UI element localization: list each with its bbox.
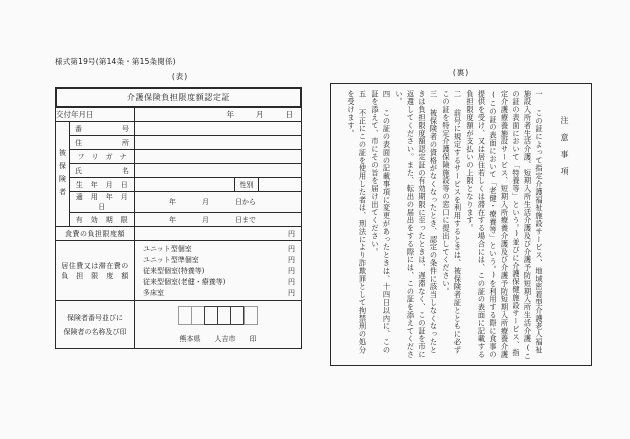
room-name-unit-semi-private: ユニット型準個室 [143, 255, 199, 264]
room-name-unit-private: ユニット型個室 [143, 244, 192, 253]
label-insurer-line1: 保険者番号並びに [67, 313, 123, 322]
front-side-label: (表) [171, 72, 189, 81]
room-unit-multi-bed: 円 [288, 288, 296, 297]
note-item-2-number: 二 [453, 90, 463, 102]
room-limit-values[interactable] [135, 241, 302, 301]
row-furigana [56, 150, 302, 164]
room-row-unit-private[interactable] [135, 243, 301, 254]
room-name-conventional-private-tokuyo: 従来型個室(特養等) [143, 266, 205, 275]
title-row [56, 88, 302, 108]
room-row-multi-bed[interactable] [135, 287, 301, 298]
apply-year-label: 年 [169, 198, 176, 206]
field-sex[interactable] [259, 178, 302, 192]
field-name[interactable] [135, 164, 302, 178]
notes-box [330, 83, 592, 366]
note-item-2-text: 前号に規定するサービスを利用するときは、被保険者証とともに必ずこの証を特定介護保険施設等の窓口に提出してください。 [442, 90, 463, 355]
label-apply-date-text: 適 用 年 月 日 [75, 193, 136, 211]
row-name [56, 164, 302, 178]
room-unit-unit-semi-private: 円 [288, 255, 296, 264]
issue-day-label: 日 [285, 110, 294, 119]
note-item-3-text: 被保険者の資格がなくなったとき、認定の条件に該当しなくなったときは負担限度額認定証の有効期限に至ったときは、遅滞なく、この証を市に返還してください。また、転出の届出をする際には、この証を添えてください。 [395, 90, 439, 359]
label-meal-limit [56, 227, 135, 241]
field-meal-limit[interactable] [135, 227, 302, 241]
note-item-4-number: 四 [382, 90, 392, 102]
certificate-table [55, 87, 302, 349]
label-meal-limit-text: 食費の負担限度額 [65, 229, 125, 238]
valid-year-label: 年 [169, 215, 176, 224]
issue-date-value[interactable] [135, 108, 302, 122]
insurer-city: 人吉市 [214, 335, 236, 343]
certificate-title: 介護保険負担限度額認定証 [56, 88, 301, 107]
field-apply-date[interactable] [135, 192, 302, 213]
field-insured-number[interactable] [135, 122, 302, 136]
back-side-label: (裏) [452, 68, 470, 77]
room-name-conventional-private-roken: 従来型個室(老健・療養等) [143, 277, 226, 286]
label-insurer-line2: 保険者の名称及び印 [63, 327, 127, 336]
label-number-right: 号 [122, 124, 129, 133]
notes-title: 注意事項 [560, 116, 569, 184]
label-number [70, 122, 135, 136]
label-number-left: 番 [75, 124, 82, 133]
label-name [70, 164, 135, 178]
row-address [56, 136, 302, 150]
insurer-number-cell-2[interactable] [191, 306, 204, 325]
room-row-unit-semi-private[interactable] [135, 254, 301, 265]
label-name-left: 氏 [75, 166, 82, 175]
insurer-seal-label: 印 [249, 335, 257, 343]
valid-month-label: 月 [202, 215, 209, 224]
label-valid-until [70, 213, 135, 227]
label-furigana-3: ガ [105, 152, 113, 161]
room-row-conventional-private-tokuyo[interactable] [135, 265, 301, 276]
note-item-4-text: この証の表面の記載事項に変更があったときは、十四日以内に、この証を添えて、市にその旨を届け出てください。 [371, 90, 392, 355]
label-furigana [70, 150, 135, 164]
valid-until-suffix: 日まで [235, 215, 256, 224]
note-item-5-number: 五 [358, 90, 368, 102]
label-valid-until-text: 有 効 期 限 [75, 215, 129, 224]
label-insurer [56, 301, 135, 349]
room-row-conventional-private-roken[interactable] [135, 276, 301, 287]
insurer-number-boxes[interactable] [135, 301, 301, 328]
note-item-2 [441, 90, 464, 361]
note-item-5 [346, 90, 369, 361]
insurer-number-cell-6[interactable] [244, 306, 258, 325]
row-birth-date [56, 178, 302, 192]
issue-date-row [56, 108, 302, 122]
title-cell [56, 88, 302, 108]
note-item-3-number: 三 [429, 90, 439, 102]
row-insurer [56, 301, 302, 349]
label-room-limit-line1: 居住費又は滞在費の [61, 261, 129, 270]
label-room-limit-line2: 負 担 限 度 額 [61, 271, 129, 280]
row-apply-date [56, 192, 302, 213]
room-unit-conventional-private-roken: 円 [288, 277, 296, 286]
back-page [330, 56, 592, 366]
note-item-1-number: 一 [535, 90, 544, 102]
room-unit-conventional-private-tokuyo: 円 [288, 266, 296, 275]
field-valid-until[interactable] [135, 213, 302, 227]
label-furigana-4: ナ [119, 152, 127, 161]
insurer-number-cell-3[interactable] [204, 306, 217, 325]
issue-month-label: 月 [256, 110, 264, 119]
row-room-limit [56, 241, 302, 301]
insured-caption-cell [56, 122, 70, 227]
room-unit-unit-private: 円 [288, 244, 296, 253]
note-item-3 [394, 90, 440, 361]
note-item-1 [465, 90, 546, 361]
insurer-number-cell-1[interactable] [178, 306, 191, 325]
label-furigana-1: フ [77, 152, 85, 161]
insured-caption: 被保険者 [58, 149, 67, 201]
note-item-5-text: 不正にこの証を使用した者は、刑法により詐欺罪として拘禁刑の処分を受けます。 [347, 90, 368, 355]
insurer-name-row [135, 328, 301, 348]
label-birth-date-text: 生 年 月 日 [75, 180, 129, 189]
label-sex: 性別 [235, 178, 259, 192]
issue-year-label: 年 [226, 110, 235, 119]
form-number: 様式第19号(第14条・第15条関係) [55, 57, 176, 66]
row-insured-number [56, 122, 302, 136]
row-valid-until [56, 213, 302, 227]
label-name-right: 名 [122, 166, 129, 175]
issue-date-label: 交付年月日 [56, 108, 135, 122]
insurer-content [135, 301, 302, 349]
field-birth-date[interactable] [135, 178, 235, 192]
insurer-number-cell-5[interactable] [230, 306, 244, 325]
field-furigana[interactable] [135, 150, 302, 164]
apply-month-label: 月 [202, 198, 209, 206]
row-meal-limit [56, 227, 302, 241]
room-name-multi-bed: 多床室 [143, 288, 164, 297]
label-address-left: 住 [75, 138, 82, 147]
label-furigana-2: リ [91, 152, 99, 161]
notes-columns [338, 90, 584, 361]
label-apply-date [70, 192, 135, 213]
label-birth-date [70, 178, 135, 192]
field-address[interactable] [135, 136, 302, 150]
front-page [55, 56, 305, 349]
insurer-prefecture: 熊本県 [179, 335, 201, 343]
meal-limit-unit: 円 [288, 229, 296, 238]
insurer-number-cell-4[interactable] [217, 306, 230, 325]
label-address [70, 136, 135, 150]
note-item-1-text: この証によって指定介護福祉施設サービス、地域密着型介護老人福祉施設入所者生活介護、短期入所生活介護及び介護予防短期入所生活介護(この証の表面において「特養等」という。)並びに介護保健施設サービス、指定介護療養施設サービス、短期入所療養介護及び介護予防短期入所療養介護(この証の表面において「老健・療養等」という。)を利用する際に食事の提供を受け、又は居住若しくは滞在する場合には、この証の表面に記載する負担限度額が支払いの上限となります。 [466, 90, 544, 361]
note-item-4 [370, 90, 393, 361]
label-address-right: 所 [122, 138, 129, 147]
label-room-limit [56, 241, 135, 301]
apply-date-suffix: 日から [235, 198, 256, 206]
